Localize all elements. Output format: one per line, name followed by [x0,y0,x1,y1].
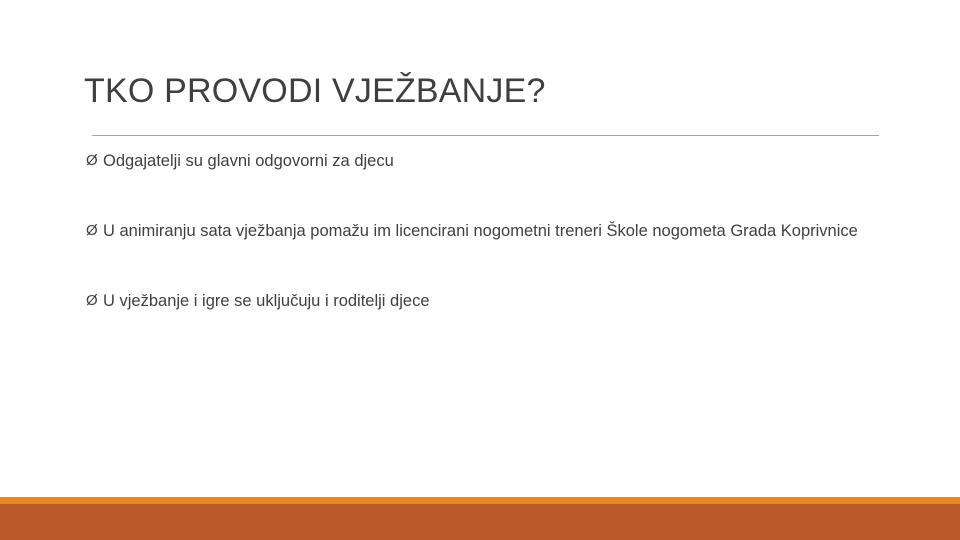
bullet-item [86,220,876,242]
arrow-bullet-icon: Ø [86,222,98,239]
footer-accent-stripe [0,497,960,504]
bullet-list [86,150,876,312]
bullet-item [86,150,876,172]
arrow-bullet-icon: Ø [86,292,98,309]
bullet-item [86,290,876,312]
slide-title: TKO PROVODI VJEŽBANJE? [84,72,546,110]
bullet-text: U vježbanje i igre se uključuju i roditelji djece [103,292,430,310]
bullet-text: U animiranju sata vježbanja pomažu im licencirani nogometni treneri Škole nogometa Grada Koprivnice [103,222,858,240]
footer-bar [0,504,960,540]
arrow-bullet-icon: Ø [86,152,98,169]
title-divider [92,135,879,136]
bullet-text: Odgajatelji su glavni odgovorni za djecu [103,152,394,170]
